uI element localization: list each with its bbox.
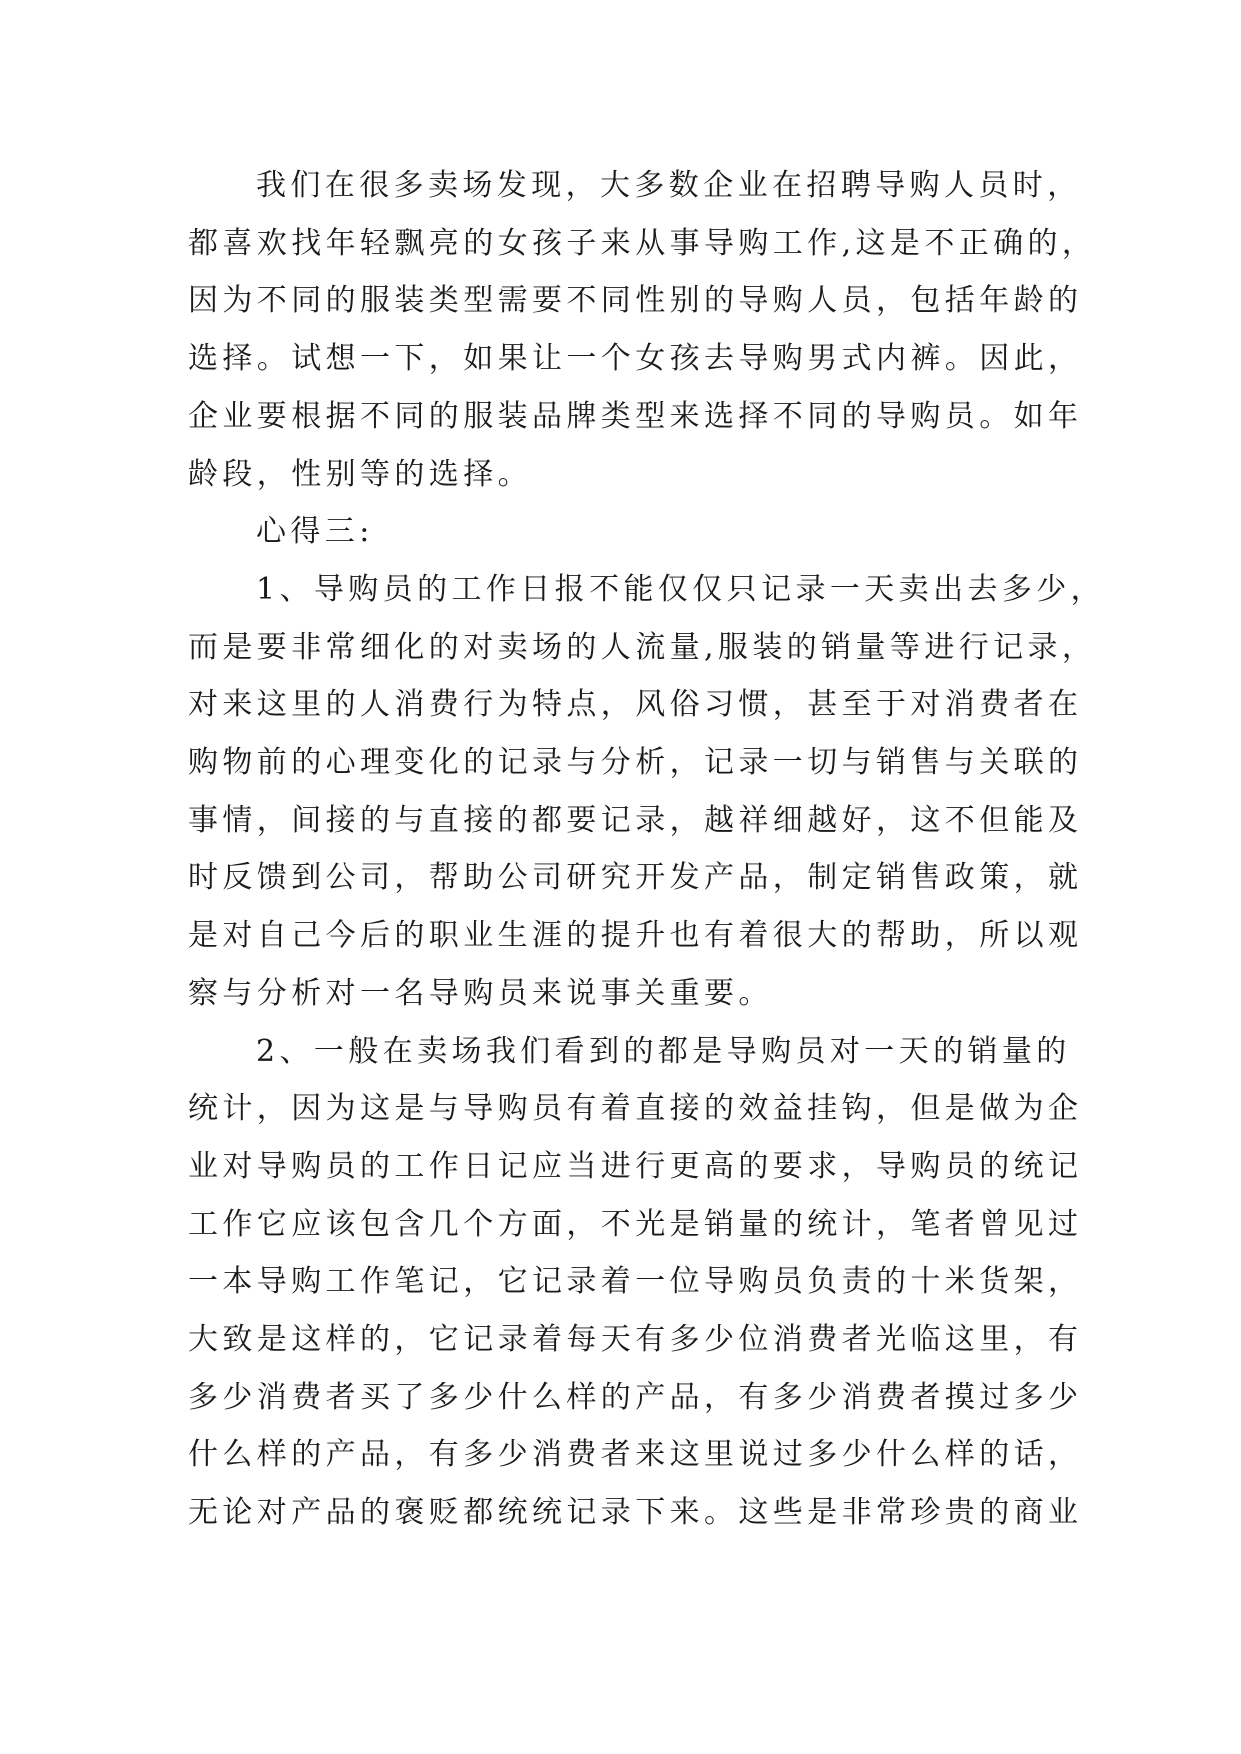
text-line: 对来这里的人消费行为特点，风俗习惯，甚至于对消费者在 xyxy=(188,687,1083,723)
text-line: 企业要根据不同的服装品牌类型来选择不同的导购员。如年 xyxy=(188,398,1083,434)
text-line: 购物前的心理变化的记录与分析，记录一切与销售与关联的 xyxy=(188,745,1083,780)
text-line: 察与分析对一名导购员来说事关重要。 xyxy=(188,975,773,1011)
text-line: 选择。试想一下，如果让一个女孩去导购男式内裤。因此， xyxy=(188,341,1083,377)
text-line: 而是要非常细化的对卖场的人流量,服装的销量等进行记录， xyxy=(188,629,1097,665)
text-line: 无论对产品的褒贬都统统记录下来。这些是非常珍贵的商业 xyxy=(188,1495,1083,1531)
text-line: 1、导购员的工作日报不能仅仅只记录一天卖出去多少， xyxy=(256,571,1106,607)
text-line: 业对导购员的工作日记应当进行更高的要求，导购员的统记 xyxy=(188,1148,1083,1184)
text-line: 统计，因为这是与导购员有着直接的效益挂钩，但是做为企 xyxy=(188,1091,1083,1127)
text-line: 一本导购工作笔记，它记录着一位导购员负责的十米货架， xyxy=(188,1264,1083,1300)
text-line: 什么样的产品，有多少消费者来这里说过多少什么样的话， xyxy=(188,1437,1083,1473)
text-line: 都喜欢找年轻飘亮的女孩子来从事导购工作,这是不正确的， xyxy=(188,225,1097,261)
text-line: 多少消费者买了多少什么样的产品，有多少消费者摸过多少 xyxy=(188,1379,1083,1415)
text-line: 龄段，性别等的选择。 xyxy=(188,456,532,492)
text-line: 心得三: xyxy=(256,514,374,550)
text-line: 事情，间接的与直接的都要记录，越祥细越好，这不但能及 xyxy=(188,802,1083,838)
text-line: 2、一般在卖场我们看到的都是导购员对一天的销量的 xyxy=(256,1033,1071,1069)
text-line: 我们在很多卖场发现，大多数企业在招聘导购人员时， xyxy=(256,168,1082,203)
text-line: 时反馈到公司，帮助公司研究开发产品，制定销售政策，就 xyxy=(188,860,1083,896)
text-line: 大致是这样的，它记录着每天有多少位消费者光临这里，有 xyxy=(188,1322,1083,1357)
text-line: 是对自己今后的职业生涯的提升也有着很大的帮助，所以观 xyxy=(188,918,1083,954)
text-line: 工作它应该包含几个方面，不光是销量的统计，笔者曾见过 xyxy=(188,1206,1083,1242)
text-line: 因为不同的服装类型需要不同性别的导购人员，包括年龄的 xyxy=(188,283,1083,319)
